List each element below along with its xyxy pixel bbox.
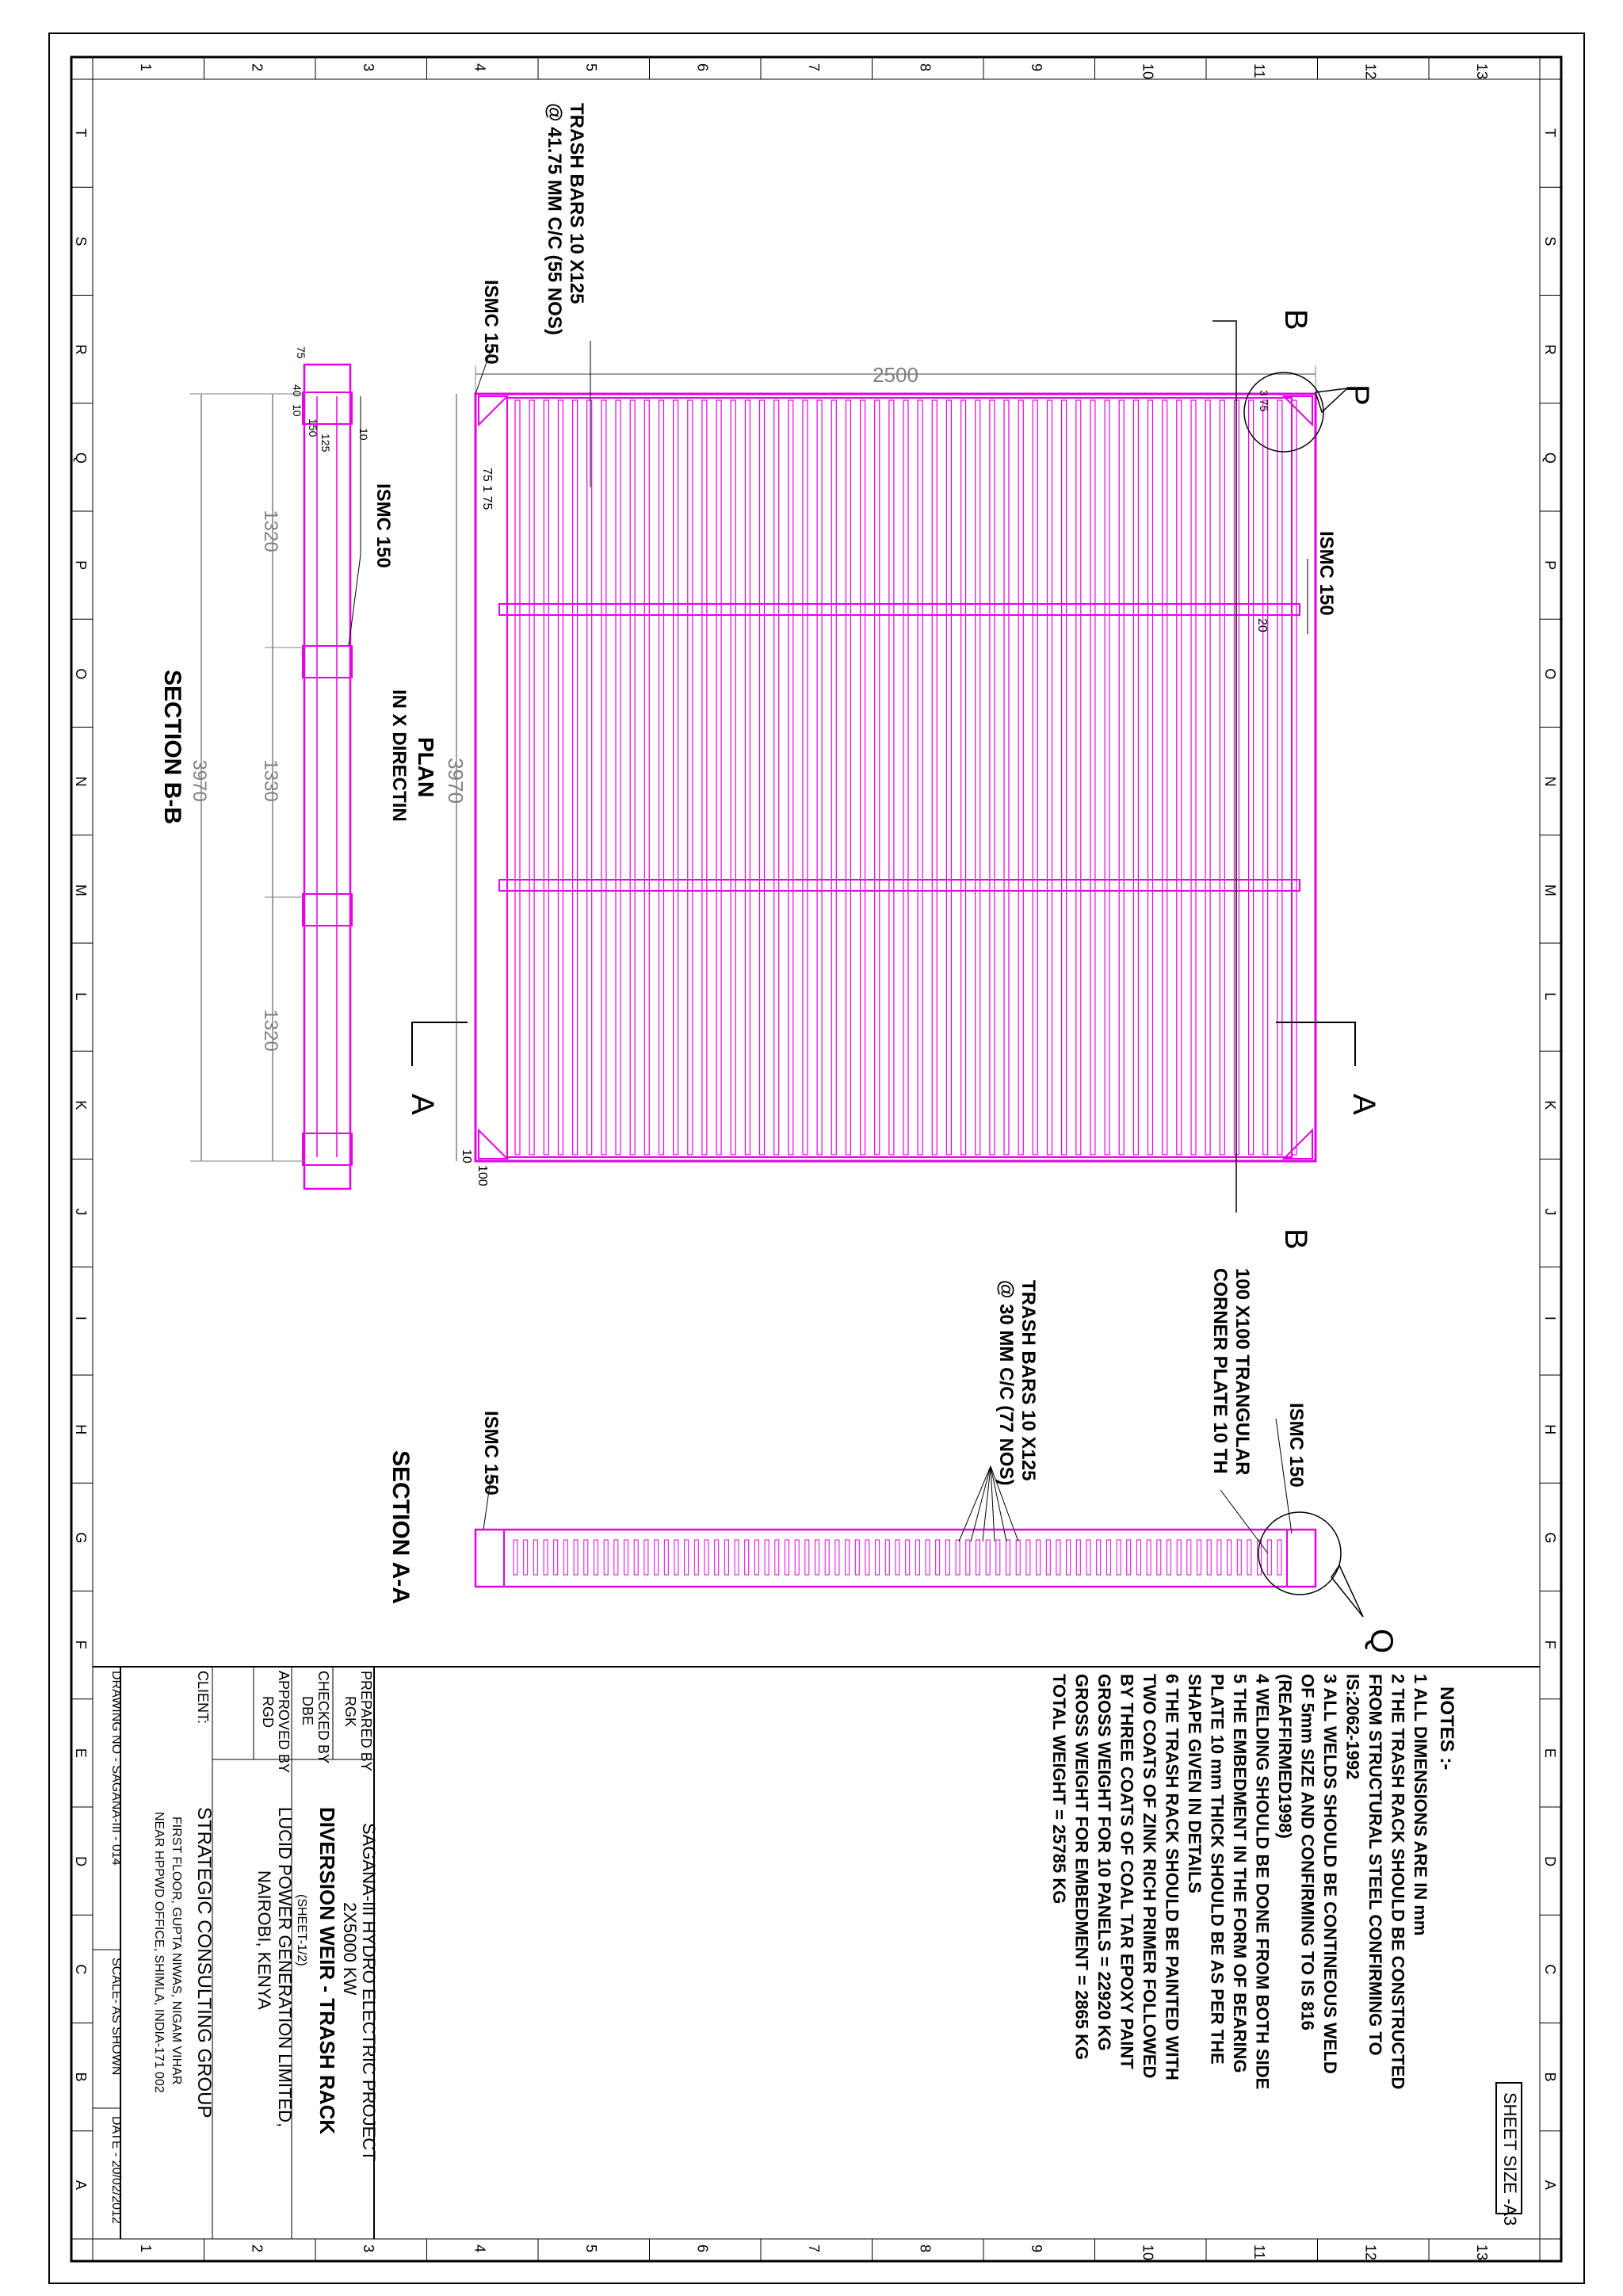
plan-trash-bar: [817, 400, 822, 1155]
aa-trash-bar: [554, 1540, 558, 1575]
aa-trash-bar: [1067, 1540, 1071, 1575]
grid-number: 7: [806, 2244, 822, 2253]
grid-letter-right: J: [1542, 1208, 1558, 1216]
grid-letter-right: G: [1542, 1532, 1558, 1544]
notes-block: [1049, 1674, 1457, 2089]
aa-trash-bar: [915, 1540, 919, 1575]
svg-text:TRASH BARS 10 X125: TRASH BARS 10 X125: [1018, 1280, 1039, 1481]
plan-trash-bar: [745, 400, 750, 1155]
width-dimension: 2500: [873, 363, 918, 387]
section-aa-ismc-left: [475, 1530, 504, 1587]
section-bb-ismc-bottom: [303, 1133, 352, 1165]
section-bb-title: SECTION B-B: [159, 670, 185, 824]
grid-letter-left: L: [73, 992, 89, 1001]
grid-number: 1: [138, 2244, 154, 2253]
dim-10: 10: [460, 1149, 473, 1163]
svg-text:IN X DIRECTIN: IN X DIRECTIN: [388, 690, 410, 822]
note-line: GROSS WEIGHT FOR EMBEDMENT = 2865 KG: [1071, 1674, 1092, 2061]
grid-letter-left: D: [73, 1856, 89, 1867]
aa-trash-bar: [754, 1540, 758, 1575]
svg-text:PLAN: PLAN: [414, 737, 438, 798]
grid-letter-right: I: [1542, 1316, 1558, 1320]
aa-trash-bar: [644, 1540, 648, 1575]
client-line1: LUCID POWER GENERATION LIMITED,: [275, 1807, 295, 2128]
plan-title: [388, 690, 438, 822]
plan-trash-bar: [1177, 400, 1182, 1155]
grid-number: 5: [583, 63, 599, 72]
grid-letter-left: R: [73, 344, 89, 355]
plan-trash-bar: [861, 400, 865, 1155]
project-line2: 2X5000 KW: [340, 1902, 360, 1996]
plan-view: [388, 103, 1381, 1250]
plan-trash-bar: [1048, 400, 1052, 1155]
plan-trash-bar: [846, 400, 850, 1155]
cut-b-label-bottom: B: [1278, 1228, 1313, 1250]
grid-number: 4: [472, 63, 488, 72]
grid-letter-right: N: [1542, 776, 1558, 787]
aa-trash-bar: [1106, 1540, 1110, 1575]
aa-trash-bar: [926, 1540, 930, 1575]
grid-number: 9: [1029, 63, 1044, 72]
grid-number: 1: [138, 63, 154, 72]
aa-trash-bar: [1056, 1540, 1060, 1575]
grid-number: 4: [472, 2244, 488, 2253]
aa-trash-bar: [825, 1540, 829, 1575]
aa-trash-bar: [1187, 1540, 1191, 1575]
aa-trash-bar: [1207, 1540, 1211, 1575]
grid-letter-left: I: [73, 1316, 89, 1320]
grid-letter-left: B: [73, 2072, 89, 2082]
section-bb-outline: [304, 365, 350, 1189]
aa-trash-bar: [1267, 1540, 1271, 1575]
grid-number: 3: [361, 2244, 376, 2253]
grid-number: 11: [1251, 63, 1267, 78]
plan-trash-bar: [601, 400, 606, 1155]
grid-letter-right: P: [1542, 560, 1558, 571]
plan-trash-bar: [1191, 400, 1196, 1155]
plan-trash-bar: [918, 400, 922, 1155]
note-line: 3 ALL WELDS SHOULD BE CONTINEOUS WELD: [1320, 1674, 1340, 2074]
approved-by-label: APPROVED BY: [276, 1671, 292, 1774]
grid-letter-right: L: [1542, 992, 1558, 1001]
checked-by-value: DBE: [300, 1696, 315, 1726]
date: DATE - 20/02/2012: [109, 2116, 123, 2224]
plan-trash-bar: [1033, 400, 1037, 1155]
plan-ismc-side-label: ISMC 150: [1316, 531, 1337, 616]
aa-trash-bar: [584, 1540, 588, 1575]
plan-trash-bar: [558, 400, 563, 1155]
plan-trash-bar: [1163, 400, 1167, 1155]
grid-letter-left: Q: [73, 452, 89, 464]
grid-letter-left: P: [73, 560, 89, 571]
note-line: OF 5mm SIZE AND CONFIRMING TO IS 816: [1297, 1674, 1318, 2030]
plan-trash-bar: [1220, 400, 1224, 1155]
plan-ismc-top-label: ISMC 150: [480, 280, 502, 365]
bb-dim-75: 75: [295, 346, 307, 359]
aa-trash-bar: [805, 1540, 809, 1575]
aa-trash-bar: [1086, 1540, 1090, 1575]
corner-plate: [479, 1130, 507, 1159]
aa-trash-bar: [815, 1540, 819, 1575]
aa-trash-bar: [1237, 1540, 1241, 1575]
plan-trash-bar: [1076, 400, 1081, 1155]
grid-number: 9: [1029, 2244, 1044, 2253]
aa-trash-bar: [514, 1540, 517, 1575]
aa-trash-bar: [885, 1540, 889, 1575]
aa-trash-bar: [533, 1540, 537, 1575]
aa-trash-bar: [936, 1540, 940, 1575]
aa-trash-bars-label: [995, 1280, 1039, 1485]
grid-letter-right: H: [1542, 1424, 1558, 1435]
note-line: GROSS WEIGHT FOR 10 PANELS = 22920 KG: [1094, 1674, 1114, 2051]
plan-trash-bars-label: [544, 103, 587, 335]
plan-trash-bar: [515, 400, 520, 1155]
approved-by-value: RGD: [260, 1696, 276, 1728]
grid-number: 12: [1362, 63, 1379, 80]
aa-trash-bar: [1037, 1540, 1041, 1575]
cut-a-label-right: A: [1346, 1094, 1381, 1115]
plan-trash-bar: [1090, 400, 1095, 1155]
grid-number: 2: [249, 2244, 265, 2253]
svg-text:@ 41.75 MM C/C (55 NOS): @ 41.75 MM C/C (55 NOS): [544, 103, 565, 335]
grid-number: 3: [361, 63, 376, 72]
grid-number: 12: [1362, 2244, 1379, 2261]
aa-trash-bar: [795, 1540, 799, 1575]
aa-trash-bar: [906, 1540, 910, 1575]
plan-trash-bar: [789, 400, 793, 1155]
aa-trash-bar: [544, 1540, 548, 1575]
grid-letter-right: A: [1542, 2179, 1558, 2190]
plan-trash-bar: [889, 400, 894, 1155]
note-line: BY THREE COATS OF COAL TAR EPOXY PAINT: [1117, 1674, 1137, 2069]
bb-dim-3: 1320: [260, 1009, 281, 1052]
grid-letter-right: O: [1542, 668, 1558, 680]
plan-trash-bar: [774, 400, 779, 1155]
aa-ismc-right-label: ISMC 150: [1285, 1403, 1307, 1488]
cut-b-label-top: B: [1278, 309, 1313, 330]
grid-letter-right: B: [1542, 2072, 1558, 2082]
grid-number: 8: [917, 63, 934, 72]
detail-p-label: P: [1340, 384, 1375, 406]
plan-trash-bar: [1263, 400, 1268, 1155]
grid-number: 13: [1474, 63, 1490, 80]
note-line: TWO COATS OF ZINK RICH PRIMER FOLLOWED: [1140, 1674, 1159, 2079]
aa-trash-bar: [674, 1540, 678, 1575]
aa-trash-bar: [855, 1540, 859, 1575]
drawing-number: DRAWING NO - SAGANA-III - 014: [109, 1671, 123, 1866]
aa-trash-bar: [563, 1540, 567, 1575]
plan-trash-bar: [1018, 400, 1023, 1155]
plan-trash-bar: [1277, 400, 1282, 1155]
grid-number: 2: [249, 63, 265, 72]
plan-trash-bar: [875, 400, 880, 1155]
plan-trash-bar: [616, 400, 621, 1155]
grid-letter-left: T: [73, 128, 89, 138]
grid-letter-right: T: [1542, 128, 1558, 138]
aa-trash-bar: [1277, 1540, 1281, 1575]
aa-trash-bar: [735, 1540, 739, 1575]
grid-letter-right: D: [1542, 1856, 1558, 1867]
svg-text:CORNER PLATE 10 TH: CORNER PLATE 10 TH: [1209, 1268, 1231, 1474]
grid-letter-left: E: [73, 1748, 89, 1758]
section-bb-ismc-joint: [303, 646, 352, 678]
grid-letter-right: F: [1542, 1640, 1558, 1649]
grid-letter-left: O: [73, 668, 89, 680]
aa-trash-bar: [1136, 1540, 1140, 1575]
plan-trash-bar: [1148, 400, 1153, 1155]
plan-trash-bar: [1205, 400, 1210, 1155]
plan-trash-bar: [903, 400, 908, 1155]
aa-trash-bar: [524, 1540, 528, 1575]
aa-trash-bar: [1217, 1540, 1221, 1575]
bb-dim-150: 150: [307, 418, 319, 437]
section-bb-view: [159, 346, 394, 1189]
note-line: 4 WELDING SHOULD BE DONE FROM BOTH SIDE: [1252, 1674, 1273, 2090]
aa-trash-bar: [1147, 1540, 1151, 1575]
plan-trash-bar: [731, 400, 735, 1155]
aa-trash-bar: [846, 1540, 850, 1575]
plan-trash-bar: [1133, 400, 1138, 1155]
title-block-text: [109, 1671, 379, 2224]
client-label: CLIENT:: [195, 1671, 211, 1725]
aa-trash-bar: [1197, 1540, 1201, 1575]
aa-trash-bar: [594, 1540, 598, 1575]
grid-number: 6: [694, 2244, 711, 2253]
grid-number: 8: [917, 2244, 934, 2253]
scale: SCALE- AS SHOWN: [109, 1958, 123, 2076]
aa-trash-bar: [1026, 1540, 1030, 1575]
plan-trash-bar: [961, 400, 966, 1155]
aa-trash-bar: [1247, 1540, 1251, 1575]
grid-letter-left: C: [73, 1964, 89, 1975]
plan-trash-bars: [515, 400, 1296, 1155]
note-line: 5 THE EMBEDMENT IN THE FORM OF BEARING: [1230, 1674, 1250, 2073]
checked-by-label: CHECKED BY: [315, 1671, 331, 1764]
note-line: SHAPE GIVEN IN DETAILS: [1185, 1674, 1205, 1894]
corner-plate-label: [1209, 1268, 1253, 1475]
bb-dim-10a: 10: [291, 404, 304, 417]
aa-trash-bar: [835, 1540, 839, 1575]
grid-number: 10: [1140, 2244, 1156, 2261]
aa-trash-bar: [976, 1540, 980, 1575]
plan-trash-bar: [1004, 400, 1009, 1155]
aa-trash-bar: [1097, 1540, 1101, 1575]
aa-trash-bar: [574, 1540, 578, 1575]
aa-ismc-left-label: ISMC 150: [480, 1411, 502, 1496]
plan-trash-bar: [659, 400, 664, 1155]
plan-trash-bar: [702, 400, 707, 1155]
grid-letter-right: Q: [1542, 452, 1558, 464]
plan-trash-bar: [831, 400, 836, 1155]
aa-trash-bar: [604, 1540, 608, 1575]
plan-trash-bar: [544, 400, 548, 1155]
grid-number: 6: [694, 63, 711, 72]
aa-trash-bar: [896, 1540, 899, 1575]
cut-a-label-left: A: [405, 1094, 440, 1115]
plan-trash-bar: [1119, 400, 1124, 1155]
grid-letter-left: M: [73, 884, 89, 896]
aa-trash-bar: [614, 1540, 618, 1575]
note-line: IS:2062-1992: [1342, 1674, 1363, 1780]
plan-trash-bar: [976, 400, 980, 1155]
plan-trash-bar: [630, 400, 635, 1155]
bb-dim-10b: 10: [357, 428, 370, 441]
project-line1: SAGANA-III HYDRO ELECTRIC PROJECT: [359, 1823, 379, 2161]
grid-letter-right: E: [1542, 1748, 1558, 1758]
aa-trash-bar: [1228, 1540, 1232, 1575]
client-line2: NAIROBI, KENYA: [254, 1870, 274, 2010]
section-aa-title: SECTION A-A: [388, 1450, 414, 1604]
note-line: (REAFFIRMED1998): [1275, 1674, 1295, 1839]
aa-trash-bar: [1167, 1540, 1171, 1575]
aa-trash-bar: [865, 1540, 869, 1575]
note-line: 2 THE TRASH RACK SHOULD BE CONSTRUCTED: [1388, 1674, 1408, 2090]
dim-20: 20: [1255, 618, 1269, 632]
grid-letter-right: K: [1542, 1100, 1558, 1110]
plan-trash-bar: [1249, 400, 1254, 1155]
sheet-size-label: SHEET SIZE -A3: [1500, 2092, 1520, 2226]
consultant-address2: NEAR HPPWD OFFICE, SHIMLA, INDIA-171 002: [152, 1812, 166, 2093]
plan-trash-bar: [990, 400, 995, 1155]
aa-trash-bar: [1117, 1540, 1121, 1575]
grid-number: 13: [1474, 2244, 1490, 2261]
plan-trash-bar: [1105, 400, 1109, 1155]
notes-heading: NOTES :-: [1436, 1687, 1457, 1771]
aa-trash-bar: [634, 1540, 638, 1575]
aa-trash-bar: [1076, 1540, 1080, 1575]
prepared-by-value: RGK: [342, 1696, 358, 1728]
aa-trash-bar: [966, 1540, 970, 1575]
plan-trash-bar: [946, 400, 951, 1155]
aa-trash-bar: [1016, 1540, 1020, 1575]
plan-trash-bar: [674, 400, 678, 1155]
bb-dim-1: 1320: [260, 510, 281, 552]
sheet-number: (SHEET-1/2): [295, 1894, 308, 1966]
svg-text:100 X100 TRANGULAR: 100 X100 TRANGULAR: [1232, 1268, 1253, 1476]
plan-trash-bar: [803, 400, 808, 1155]
plan-inner-frame: [507, 398, 1292, 1157]
aa-trash-bar: [694, 1540, 698, 1575]
aa-trash-bar: [775, 1540, 779, 1575]
aa-trash-bar: [986, 1540, 990, 1575]
dim-100: 100: [475, 1165, 489, 1186]
plan-horizontal-member-2: [499, 880, 1300, 891]
grid-letter-left: F: [73, 1640, 89, 1649]
grid-letter-left: G: [73, 1532, 89, 1544]
aa-trash-bar: [655, 1540, 659, 1575]
aa-trash-bar: [945, 1540, 949, 1575]
aa-trash-bar: [715, 1540, 719, 1575]
aa-trash-bar: [765, 1540, 769, 1575]
grid-number: 11: [1251, 2244, 1267, 2260]
aa-trash-bar: [1127, 1540, 1131, 1575]
aa-trash-bar: [705, 1540, 708, 1575]
consultant-name: STRATEGIC CONSULTING GROUP: [193, 1807, 215, 2118]
grid-letter-right: C: [1542, 1964, 1558, 1975]
aa-trash-bar: [1006, 1540, 1010, 1575]
bb-dim-125: 125: [319, 434, 332, 453]
plan-trash-bar: [1062, 400, 1067, 1155]
detail-q-circle: [1258, 1512, 1341, 1595]
note-line: FROM STRUCTURAL STEEL CONFIRMING TO: [1365, 1674, 1385, 2056]
grid-letter-left: N: [73, 776, 89, 787]
grid-number: 5: [583, 2244, 599, 2253]
aa-trash-bar: [745, 1540, 749, 1575]
section-aa-ismc-right: [1287, 1530, 1316, 1587]
corner-plate: [1284, 396, 1312, 425]
bb-ismc-label: ISMC 150: [372, 483, 394, 568]
plan-trash-bar: [587, 400, 592, 1155]
grid-letter-left: J: [73, 1208, 89, 1216]
dim-3-75: 3 75: [1258, 390, 1270, 412]
grid-letter-left: S: [73, 236, 89, 246]
section-bb-ismc-joint: [303, 894, 352, 926]
bb-dim-40: 40: [291, 384, 304, 397]
grid-letter-right: M: [1542, 884, 1558, 896]
aa-trash-bar: [1046, 1540, 1050, 1575]
aa-trash-bar: [685, 1540, 689, 1575]
consultant-address1: FIRST FLOOR, GUPTA NIWAS, NIGAM VIHAR: [170, 1817, 183, 2085]
plan-trash-bar: [644, 400, 649, 1155]
note-line: TOTAL WEIGHT = 25785 KG: [1049, 1674, 1069, 1904]
dim-75-75: 75 1 75: [480, 468, 494, 510]
note-line: 1 ALL DIMENSIONS ARE IN mm: [1411, 1674, 1430, 1936]
svg-text:TRASH BARS 10 X125: TRASH BARS 10 X125: [566, 103, 587, 304]
note-line: PLATE 10 mm THICK SHOULD BE AS PER THE: [1207, 1674, 1228, 2065]
grid-number: 7: [806, 63, 822, 72]
aa-trash-bar: [785, 1540, 789, 1575]
plan-trash-bar: [760, 400, 765, 1155]
grid-letter-left: H: [73, 1424, 89, 1435]
section-aa-trash-bars: [514, 1540, 1281, 1575]
plan-trash-bar: [688, 400, 693, 1155]
plan-trash-bar: [932, 400, 937, 1155]
aa-trash-bar: [876, 1540, 880, 1575]
svg-text:@ 30 MM C/C (77 NOS): @ 30 MM C/C (77 NOS): [995, 1280, 1017, 1486]
grid-letter-right: S: [1542, 236, 1558, 246]
plan-horizontal-member-1: [499, 604, 1300, 615]
aa-trash-bar: [1157, 1540, 1161, 1575]
plan-trash-bar: [529, 400, 534, 1155]
section-cut-a-left: [412, 1022, 468, 1066]
grid-number: 10: [1140, 63, 1156, 80]
aa-trash-bar: [664, 1540, 668, 1575]
aa-trash-bar: [956, 1540, 960, 1575]
prepared-by-label: PREPARED BY: [358, 1671, 374, 1771]
corner-plate: [1284, 1130, 1312, 1159]
grid-letter-left: K: [73, 1100, 89, 1110]
plan-trash-bar: [573, 400, 578, 1155]
note-line: 6 THE TRASH RACK SHOULD BE PAINTED WITH: [1162, 1674, 1182, 2080]
height-dimension: 3970: [444, 758, 468, 804]
corner-plate: [479, 396, 507, 425]
plan-trash-bar: [716, 400, 721, 1155]
aa-trash-bar: [724, 1540, 728, 1575]
aa-trash-bar: [1177, 1540, 1181, 1575]
section-aa-view: [388, 1268, 1399, 1653]
aa-trash-bar: [624, 1540, 628, 1575]
drawing-title: DIVERSION WEIR - TRASH RACK: [315, 1807, 339, 2135]
bb-dim-2: 1330: [260, 759, 281, 802]
detail-q-label: Q: [1364, 1629, 1399, 1654]
grid-letter-left: A: [73, 2179, 89, 2190]
grid-letter-right: R: [1542, 344, 1558, 355]
bb-dim-total: 3970: [189, 759, 210, 802]
aa-trash-bar: [996, 1540, 1000, 1575]
